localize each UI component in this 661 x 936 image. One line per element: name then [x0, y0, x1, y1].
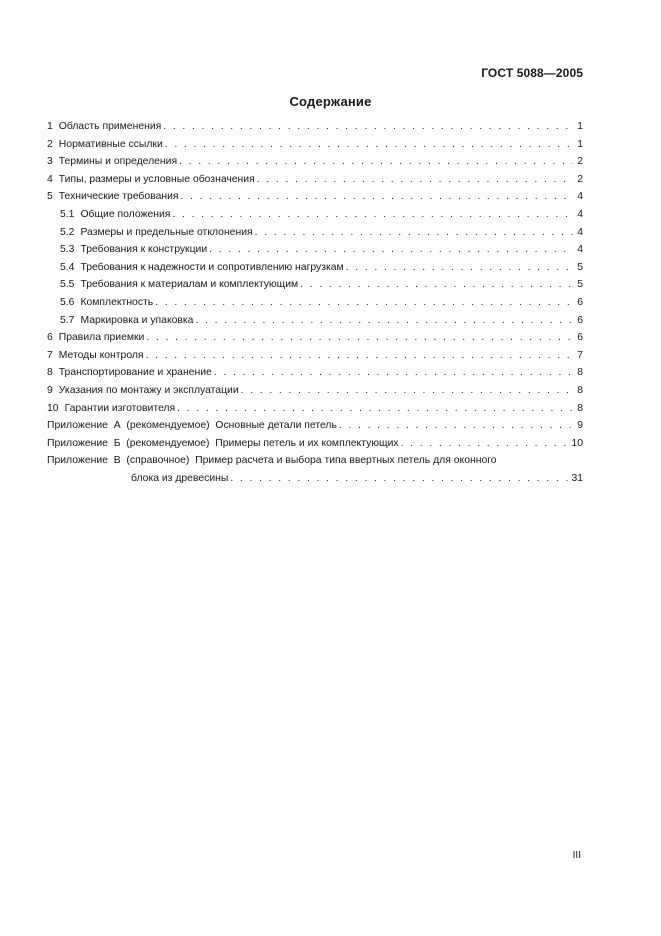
toc-subentry[interactable] — [47, 315, 583, 333]
toc-entry-page: 5 — [577, 261, 583, 273]
toc-entry-number: 5.7 — [60, 314, 75, 326]
dot-leader — [230, 473, 569, 484]
toc-entry-number: 5 — [47, 191, 53, 203]
toc-subentry[interactable] — [47, 244, 583, 262]
toc-entry-label: Правила приемки — [58, 332, 145, 344]
toc-entry-page: 2 — [577, 173, 583, 185]
dot-leader — [146, 350, 573, 361]
toc-entry-number: 7 — [47, 349, 53, 361]
dot-leader — [339, 420, 573, 431]
toc-subentry[interactable] — [47, 279, 583, 297]
toc-entry-label: Комплектность — [80, 296, 154, 308]
appendix-label: Примеры петель и их комплектующих — [215, 437, 399, 449]
toc-entry-label: Маркировка и упаковка — [80, 314, 194, 326]
toc-appendix-b[interactable] — [47, 438, 583, 456]
dot-leader — [209, 244, 573, 255]
dot-leader — [165, 139, 573, 150]
toc-entry[interactable] — [47, 174, 583, 192]
dot-leader — [181, 191, 573, 202]
toc-subentry[interactable] — [47, 262, 583, 280]
toc-entry-page: 4 — [577, 208, 583, 220]
toc-appendix-a[interactable] — [47, 420, 583, 438]
toc-entry-page: 6 — [577, 332, 583, 344]
appendix-label-continuation: блока из древесины — [131, 472, 229, 484]
toc-entry-label: Транспортирование и хранение — [58, 367, 212, 379]
toc-entry-page: 4 — [577, 244, 583, 256]
appendix-prefix: Приложение Б (рекомендуемое) — [47, 437, 216, 449]
toc-entry-number: 5.6 — [60, 296, 75, 308]
appendix-label: Пример расчета и выбора типа ввертных петель для оконного — [195, 455, 497, 467]
appendix-prefix: Приложение А (рекомендуемое) — [47, 420, 216, 432]
page-title: Содержание — [289, 94, 372, 109]
toc-entry-label: Нормативные ссылки — [58, 138, 163, 150]
toc-appendix-v-continuation[interactable] — [47, 473, 583, 491]
toc-entry-page: 8 — [577, 384, 583, 396]
dot-leader — [155, 297, 573, 308]
dot-leader — [300, 279, 573, 290]
toc-entry-page: 8 — [577, 402, 583, 414]
toc-entry-label: Методы контроля — [58, 349, 144, 361]
toc-entry-label: Термины и определения — [58, 156, 178, 168]
toc-entry-number: 5.3 — [60, 244, 75, 256]
dot-leader — [401, 438, 570, 449]
toc-entry-page: 10 — [571, 437, 583, 449]
appendix-label: Основные детали петель — [215, 420, 337, 432]
toc-entry[interactable] — [47, 385, 583, 403]
toc-entry-number: 1 — [47, 121, 53, 132]
toc-entry[interactable] — [47, 156, 583, 174]
toc-entry-page: 4 — [577, 226, 583, 238]
toc-entry-page: 7 — [577, 349, 583, 361]
dot-leader — [195, 315, 573, 326]
dot-leader — [241, 385, 573, 396]
toc-entry-page: 2 — [577, 156, 583, 168]
toc-entry[interactable] — [47, 139, 583, 157]
toc-entry-number: 4 — [47, 173, 53, 185]
toc-entry-page: 5 — [577, 279, 583, 291]
toc-entry[interactable] — [47, 121, 583, 139]
dot-leader — [346, 262, 573, 273]
toc-entry-label: Область применения — [58, 121, 162, 132]
toc-entry-page: 8 — [577, 367, 583, 379]
toc-entry-label: Требования к материалам и комплектующим — [80, 279, 299, 291]
dot-leader — [257, 174, 573, 185]
toc-entry-number: 2 — [47, 138, 53, 150]
toc-entry-page: 1 — [577, 138, 583, 150]
dot-leader — [255, 227, 573, 238]
toc-entry[interactable] — [47, 332, 583, 350]
toc-entry-label: Гарантии изготовителя — [64, 402, 176, 414]
toc-entry-label: Указания по монтажу и эксплуатации — [58, 384, 239, 396]
document-code: ГОСТ 5088—2005 — [481, 66, 583, 80]
table-of-contents — [47, 121, 583, 490]
toc-entry-page: 6 — [577, 314, 583, 326]
toc-entry-label: Требования к конструкции — [80, 244, 208, 256]
toc-entry-number: 3 — [47, 156, 53, 168]
toc-entry-number: 5.1 — [60, 208, 75, 220]
toc-entry-number: 5.2 — [60, 226, 75, 238]
toc-entry-label: Общие положения — [80, 208, 171, 220]
toc-appendix-v[interactable] — [47, 455, 583, 473]
dot-leader — [163, 121, 573, 132]
toc-entry-number: 5.4 — [60, 261, 75, 273]
dot-leader — [172, 209, 573, 220]
toc-subentry[interactable] — [47, 227, 583, 245]
toc-entry-page: 1 — [577, 121, 583, 132]
toc-subentry[interactable] — [47, 209, 583, 227]
toc-entry-page: 4 — [577, 191, 583, 203]
toc-entry[interactable] — [47, 350, 583, 368]
dot-leader — [177, 403, 573, 414]
toc-entry-label: Размеры и предельные отклонения — [80, 226, 253, 238]
toc-entry-number: 8 — [47, 367, 53, 379]
toc-entry-label: Требования к надежности и сопротивлению нагрузкам — [80, 261, 344, 273]
toc-entry-label: Типы, размеры и условные обозначения — [58, 173, 255, 185]
toc-entry-number: 6 — [47, 332, 53, 344]
toc-entry-label: Технические требования — [58, 191, 179, 203]
toc-entry-page: 31 — [571, 472, 583, 484]
dot-leader — [179, 156, 573, 167]
toc-entry-page: 9 — [577, 420, 583, 432]
appendix-prefix: Приложение В (справочное) — [47, 455, 196, 467]
toc-entry[interactable] — [47, 191, 583, 209]
toc-entry[interactable] — [47, 403, 583, 421]
toc-subentry[interactable] — [47, 297, 583, 315]
toc-entry-number: 5.5 — [60, 279, 75, 291]
toc-entry[interactable] — [47, 367, 583, 385]
dot-leader — [214, 367, 573, 378]
toc-entry-page: 6 — [577, 296, 583, 308]
dot-leader — [146, 332, 573, 343]
toc-entry-number: 10 — [47, 402, 59, 414]
page-number: III — [572, 850, 581, 861]
toc-entry-number: 9 — [47, 384, 53, 396]
